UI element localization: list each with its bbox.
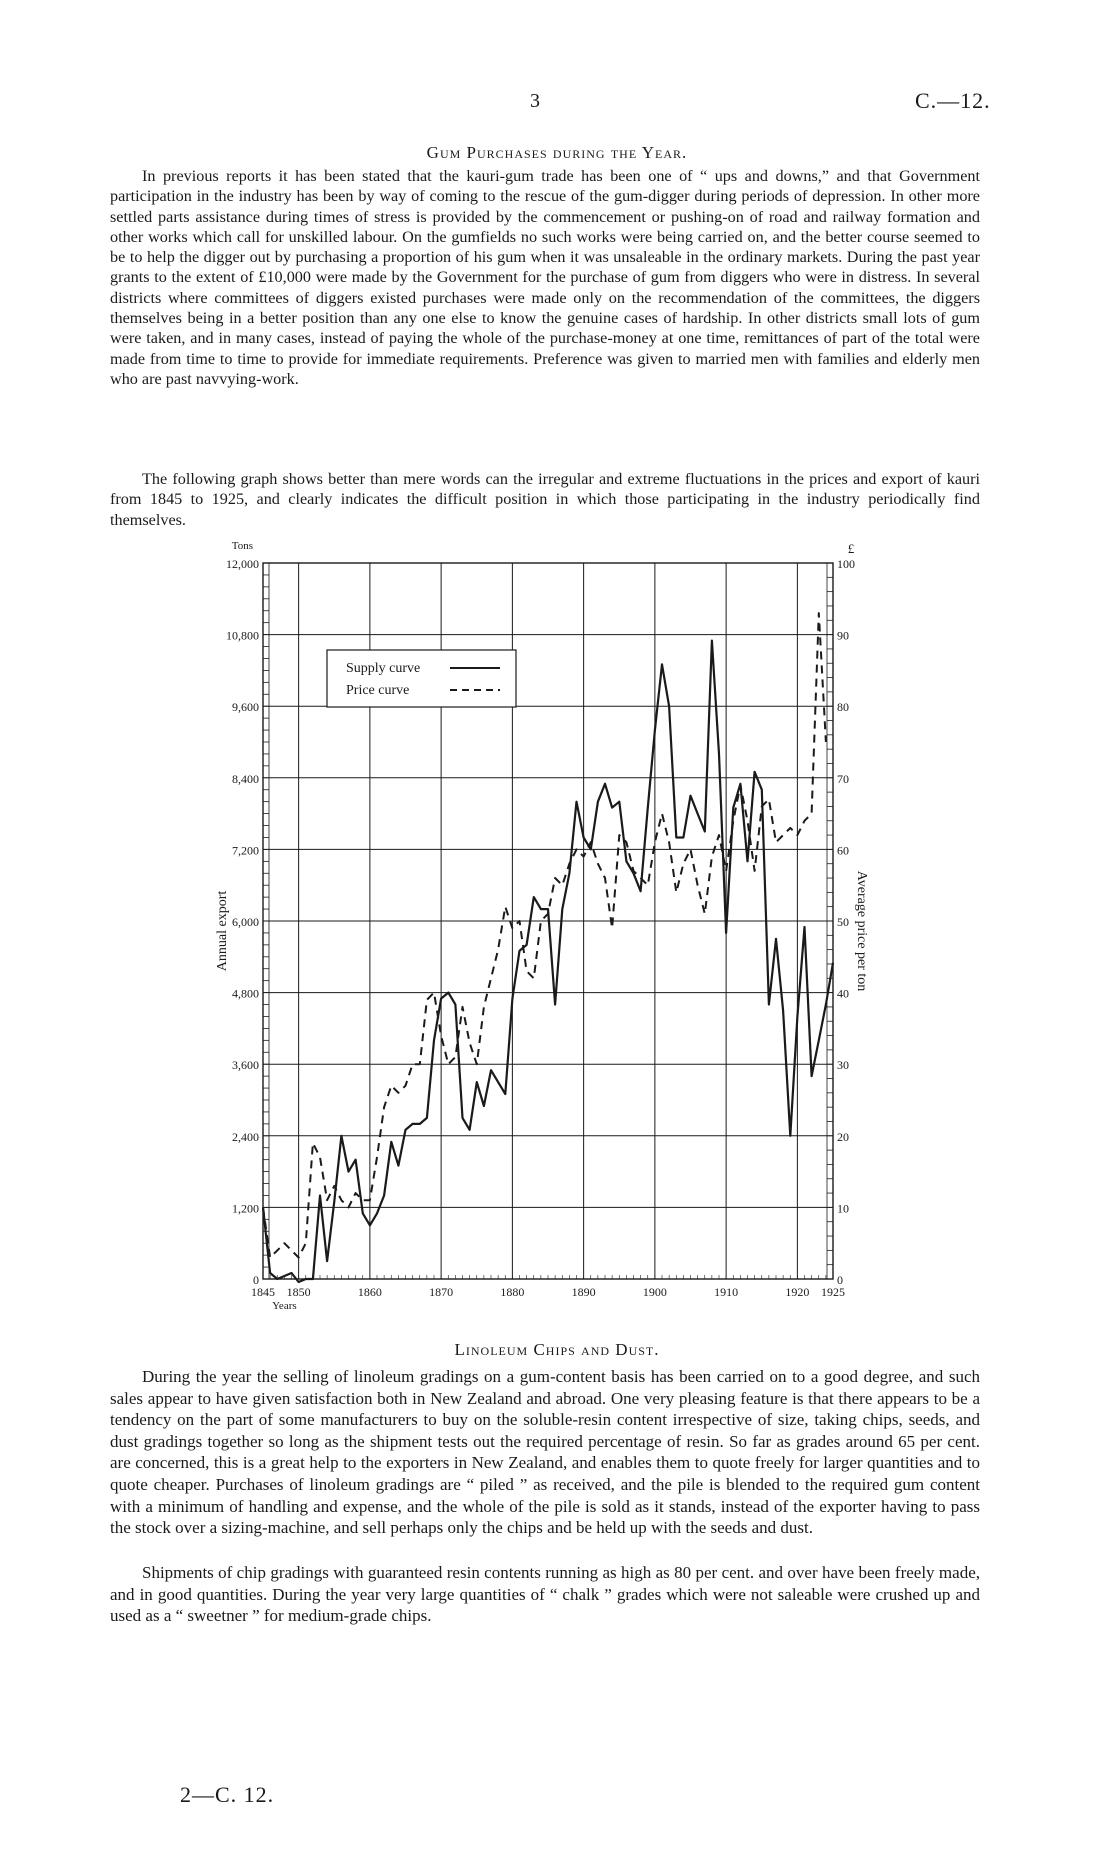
chart-series (263, 613, 833, 1282)
y-tick-label: 3,600 (232, 1058, 259, 1073)
y-tick-label-right: 90 (837, 628, 849, 643)
page-number: 3 (530, 90, 540, 112)
y-tick-label-right: 0 (837, 1273, 843, 1287)
section-heading-gum-purchases: Gum Purchases during the Year. (426, 143, 688, 162)
y-tick-label-right: 10 (837, 1201, 849, 1216)
x-tick-label: 1920 (785, 1285, 810, 1299)
paragraph-linoleum-2: Shipments of chip gradings with guaranteed resin contents running as high as 80 per cent. and over have been freely made, and in good quantities. During the year very large quantities of “ chalk ” grades which were not saleable were crushed up and used as a “ sweetner ” for medium-grade chips. (110, 1563, 980, 1626)
legend-price-label: Price curve (346, 683, 410, 698)
y-tick-label-right: 50 (837, 915, 849, 929)
right-unit-label: £ (847, 541, 855, 556)
x-tick-label: 1925 (821, 1285, 845, 1299)
x-axis-title: Years (272, 1300, 297, 1312)
section-heading-linoleum: Linoleum Chips and Dust. (454, 1340, 660, 1359)
document-reference: C.—12. (915, 88, 991, 113)
y-tick-label: 2,400 (232, 1129, 259, 1144)
x-tick-label: 1900 (642, 1285, 667, 1299)
y-tick-label: 1,200 (232, 1201, 259, 1216)
x-tick-label: 1860 (357, 1285, 382, 1299)
legend-box (327, 650, 516, 707)
chart-legend (327, 650, 516, 707)
x-tick-label: 1845 (251, 1285, 275, 1299)
chart-labels (215, 540, 869, 1312)
x-tick-label: 1890 (571, 1285, 596, 1299)
x-tick-label: 1870 (429, 1285, 454, 1299)
y-tick-label-right: 70 (837, 771, 849, 786)
y-axis-title-right: Average price per ton (854, 870, 869, 992)
y-tick-label-right: 40 (837, 986, 849, 1001)
x-tick-label: 1880 (500, 1285, 525, 1299)
y-tick-label: 9,600 (232, 700, 259, 715)
x-tick-label: 1850 (286, 1285, 311, 1299)
supply-curve-line (263, 641, 833, 1282)
x-tick-label: 1910 (714, 1285, 739, 1299)
paragraph-linoleum-1: During the year the selling of linoleum gradings on a gum-content basis has been carried on to a good degree, and such sales appear to have given satisfaction both in New Zealand and abroad. One very pleasing feature is that there appears to be a tendency on the part of some manufacturers to buy on the soluble-resin content irrespective of size, taking chips, seeds, and dust gradings together so long as the shipment tests out the required percentage of resin. So far as grades around 65 per cent. are concerned, this is a great help to the exporters in New Zealand, and enables them to quote freely for larger quantities and to quote cheaper. Purchases of linoleum gradings are “ piled ” as received, and the pile is blended to the required gum content with a minimum of handling and expense, and the whole of the pile is sold as it stands, instead of the exporter having to pass the stock over a sizing-machine, and sell perhaps only the chips and be held up with the seeds and dust. (110, 1367, 980, 1538)
y-tick-label: 0 (253, 1273, 259, 1287)
y-tick-label-right: 80 (837, 700, 849, 715)
y-axis-title: Annual export (215, 890, 230, 972)
y-tick-label-right: 100 (837, 557, 855, 571)
y-tick-label: 7,200 (232, 843, 259, 858)
y-tick-label: 6,000 (232, 915, 259, 929)
y-tick-label: 10,800 (226, 628, 259, 643)
y-tick-label: 12,000 (226, 557, 259, 571)
paragraph-graph-intro: The following graph shows better than mere words can the irregular and extreme fluctuations in the prices and export of kauri from 1845 to 1925, and clearly indicates the difficult position in which those participating in the industry periodically find themselves. (110, 470, 980, 529)
paragraph-gum-purchases: In previous reports it has been stated that the kauri-gum trade has been one of “ ups and downs,” and that Government participation in the industry has been by way of coming to the rescue of the gum-digger during periods of depression. In other more settled parts assistance during times of stress is provided by the commencement or pushing-on of road and railway formation and other works which call for unskilled labour. On the gumfields no such works were being carried on, and the better course seemed to be to help the digger out by purchasing a proportion of his gum when it was unsaleable in the ordinary markets. During the past year grants to the extent of £10,000 were made by the Government for the purchase of gum from diggers who were in distress. In several districts where committees of diggers existed purchases were made only on the recommendation of the committees, the diggers themselves being in a better position than any one else to know the genuine cases of hardship. In other districts small lots of gum were taken, and in many cases, instead of paying the whole of the purchase-money at one time, remittances of part of the total were made from time to time to provide for immediate requirements. Preference was given to married men with families and elderly men who are past navvying-work. (110, 167, 980, 388)
footer-reference: 2—C. 12. (180, 1782, 275, 1807)
y-tick-label: 8,400 (232, 771, 259, 786)
y-tick-label-right: 30 (837, 1058, 849, 1073)
legend-supply-label: Supply curve (346, 661, 421, 676)
left-unit-label: Tons (231, 540, 253, 552)
y-tick-label: 4,800 (232, 986, 259, 1001)
y-tick-label-right: 20 (837, 1129, 849, 1144)
y-tick-label-right: 60 (837, 843, 849, 858)
